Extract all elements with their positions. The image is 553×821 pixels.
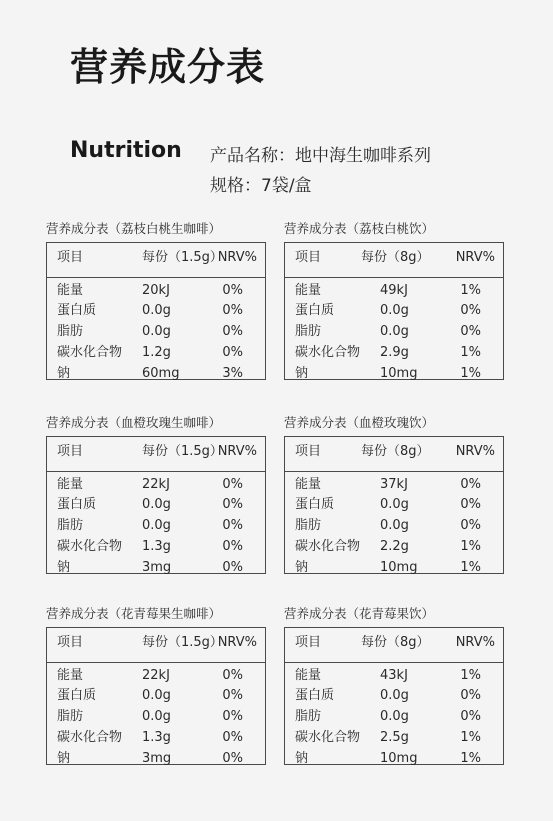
table-header-cell: NRV% bbox=[217, 444, 257, 459]
table-cell: 10mg bbox=[380, 366, 418, 381]
table-cell: 钠 bbox=[57, 366, 71, 381]
table-cell: 0% bbox=[222, 518, 243, 533]
table-cell: 1% bbox=[460, 730, 481, 745]
table-cell: 能量 bbox=[295, 668, 322, 683]
table-header-cell: NRV% bbox=[217, 635, 257, 650]
table-cell: 碳水化合物 bbox=[57, 345, 123, 360]
table-header-cell: 项目 bbox=[295, 635, 322, 650]
table-cell: 0.0g bbox=[142, 324, 171, 339]
table-cell: 0.0g bbox=[142, 709, 171, 724]
table-cell: 1% bbox=[460, 283, 481, 298]
nutrition-panel bbox=[284, 416, 506, 574]
table-row bbox=[47, 749, 265, 769]
table-header-row bbox=[285, 442, 503, 462]
table-cell: 能量 bbox=[57, 283, 84, 298]
nutrition-table bbox=[46, 627, 266, 765]
table-cell: 1% bbox=[460, 560, 481, 575]
table-cell: 22kJ bbox=[142, 668, 170, 683]
table-cell: 0% bbox=[460, 324, 481, 339]
table-cell: 0% bbox=[222, 751, 243, 766]
table-header-row bbox=[47, 633, 265, 653]
table-cell: 碳水化合物 bbox=[57, 539, 123, 554]
nutrition-table bbox=[46, 242, 266, 380]
table-row bbox=[285, 728, 503, 748]
table-header-cell: 项目 bbox=[57, 635, 84, 650]
table-row bbox=[47, 364, 265, 384]
table-cell: 2.9g bbox=[380, 345, 409, 360]
table-cell: 0% bbox=[222, 303, 243, 318]
table-cell: 0.0g bbox=[380, 303, 409, 318]
table-row bbox=[47, 558, 265, 578]
table-cell: 0.0g bbox=[380, 688, 409, 703]
table-cell: 能量 bbox=[57, 668, 84, 683]
table-header-row bbox=[285, 248, 503, 268]
table-cell: 1% bbox=[460, 539, 481, 554]
table-row bbox=[285, 666, 503, 686]
table-row bbox=[47, 495, 265, 515]
table-cell: 3mg bbox=[142, 560, 172, 575]
table-cell: 1% bbox=[460, 668, 481, 683]
table-cell: 0.0g bbox=[380, 709, 409, 724]
table-header-cell: 项目 bbox=[295, 444, 322, 459]
table-header-cell: 每份（1.5g） bbox=[142, 444, 223, 459]
table-cell: 60mg bbox=[142, 366, 180, 381]
panel-caption: 营养成分表（荔枝白桃生咖啡） bbox=[46, 221, 222, 236]
table-cell: 0.0g bbox=[142, 518, 171, 533]
table-row bbox=[47, 343, 265, 363]
table-cell: 0% bbox=[460, 709, 481, 724]
table-cell: 0% bbox=[222, 477, 243, 492]
table-divider bbox=[47, 662, 265, 663]
table-cell: 脂肪 bbox=[295, 709, 322, 724]
table-header-cell: 每份（1.5g） bbox=[142, 250, 223, 265]
table-header-row bbox=[47, 248, 265, 268]
table-cell: 脂肪 bbox=[57, 324, 84, 339]
table-row bbox=[285, 322, 503, 342]
table-cell: 脂肪 bbox=[57, 518, 84, 533]
table-cell: 0% bbox=[222, 730, 243, 745]
table-cell: 0% bbox=[222, 709, 243, 724]
table-cell: 蛋白质 bbox=[57, 688, 97, 703]
table-row bbox=[47, 322, 265, 342]
panel-caption: 营养成分表（血橙玫瑰饮） bbox=[284, 415, 435, 430]
table-cell: 10mg bbox=[380, 751, 418, 766]
table-row bbox=[285, 301, 503, 321]
table-cell: 钠 bbox=[57, 751, 71, 766]
panel-caption: 营养成分表（花青莓果饮） bbox=[284, 606, 435, 621]
table-row bbox=[285, 558, 503, 578]
table-cell: 1.3g bbox=[142, 539, 171, 554]
panel-caption: 营养成分表（血橙玫瑰生咖啡） bbox=[46, 415, 222, 430]
table-cell: 0.0g bbox=[142, 688, 171, 703]
table-cell: 0% bbox=[460, 303, 481, 318]
table-row bbox=[47, 516, 265, 536]
table-header-row bbox=[285, 633, 503, 653]
table-row bbox=[285, 516, 503, 536]
nutrition-table bbox=[284, 242, 504, 380]
table-row bbox=[47, 301, 265, 321]
table-row bbox=[285, 749, 503, 769]
table-divider bbox=[47, 471, 265, 472]
table-header-cell: NRV% bbox=[217, 250, 257, 265]
table-row bbox=[47, 707, 265, 727]
table-cell: 能量 bbox=[295, 477, 322, 492]
table-cell: 0% bbox=[460, 688, 481, 703]
product-info bbox=[210, 141, 431, 201]
table-cell: 0% bbox=[460, 518, 481, 533]
table-cell: 0% bbox=[222, 668, 243, 683]
table-cell: 1% bbox=[460, 345, 481, 360]
table-cell: 22kJ bbox=[142, 477, 170, 492]
table-row bbox=[285, 707, 503, 727]
table-cell: 钠 bbox=[295, 560, 309, 575]
nutrition-table bbox=[46, 436, 266, 574]
table-cell: 0% bbox=[222, 324, 243, 339]
nutrition-table bbox=[284, 627, 504, 765]
table-cell: 0% bbox=[222, 539, 243, 554]
table-cell: 碳水化合物 bbox=[295, 345, 361, 360]
table-cell: 能量 bbox=[295, 283, 322, 298]
panel-caption: 营养成分表（荔枝白桃饮） bbox=[284, 221, 435, 236]
table-cell: 蛋白质 bbox=[295, 688, 335, 703]
table-header-cell: 每份（8g） bbox=[361, 635, 430, 650]
table-row bbox=[285, 343, 503, 363]
product-spec: 规格：7袋/盒 bbox=[210, 176, 312, 196]
table-cell: 0.0g bbox=[380, 518, 409, 533]
table-row bbox=[285, 686, 503, 706]
table-header-cell: NRV% bbox=[455, 444, 495, 459]
page-title: 营养成分表 bbox=[70, 45, 266, 89]
table-cell: 1.3g bbox=[142, 730, 171, 745]
nutrition-panel bbox=[46, 222, 268, 380]
table-row bbox=[285, 537, 503, 557]
table-cell: 脂肪 bbox=[295, 324, 322, 339]
table-row bbox=[285, 281, 503, 301]
table-cell: 0% bbox=[222, 497, 243, 512]
table-header-row bbox=[47, 442, 265, 462]
table-cell: 0.0g bbox=[380, 324, 409, 339]
table-header-cell: 每份（1.5g） bbox=[142, 635, 223, 650]
table-row bbox=[285, 495, 503, 515]
table-cell: 钠 bbox=[295, 366, 309, 381]
table-cell: 碳水化合物 bbox=[295, 539, 361, 554]
table-cell: 蛋白质 bbox=[57, 497, 97, 512]
table-header-cell: 项目 bbox=[57, 250, 84, 265]
table-cell: 蛋白质 bbox=[295, 303, 335, 318]
table-header-cell: 项目 bbox=[57, 444, 84, 459]
table-header-cell: 每份（8g） bbox=[361, 444, 430, 459]
table-cell: 脂肪 bbox=[295, 518, 322, 533]
table-cell: 0% bbox=[222, 560, 243, 575]
table-cell: 1.2g bbox=[142, 345, 171, 360]
nutrition-heading: Nutrition bbox=[70, 138, 182, 163]
table-cell: 1% bbox=[460, 366, 481, 381]
table-cell: 钠 bbox=[295, 751, 309, 766]
table-row bbox=[285, 364, 503, 384]
table-row bbox=[47, 686, 265, 706]
table-cell: 2.5g bbox=[380, 730, 409, 745]
table-cell: 0.0g bbox=[142, 303, 171, 318]
table-header-cell: NRV% bbox=[455, 250, 495, 265]
table-divider bbox=[285, 277, 503, 278]
nutrition-panel bbox=[284, 607, 506, 765]
table-cell: 钠 bbox=[57, 560, 71, 575]
table-cell: 3mg bbox=[142, 751, 172, 766]
panel-caption: 营养成分表（花青莓果生咖啡） bbox=[46, 606, 222, 621]
table-row bbox=[47, 281, 265, 301]
nutrition-panel bbox=[46, 607, 268, 765]
table-cell: 0% bbox=[460, 497, 481, 512]
table-header-cell: 项目 bbox=[295, 250, 322, 265]
table-cell: 1% bbox=[460, 751, 481, 766]
table-cell: 能量 bbox=[57, 477, 84, 492]
table-cell: 脂肪 bbox=[57, 709, 84, 724]
table-cell: 0% bbox=[222, 688, 243, 703]
table-cell: 蛋白质 bbox=[295, 497, 335, 512]
table-divider bbox=[285, 662, 503, 663]
table-cell: 0% bbox=[460, 477, 481, 492]
nutrition-panel bbox=[284, 222, 506, 380]
nutrition-table bbox=[284, 436, 504, 574]
table-cell: 10mg bbox=[380, 560, 418, 575]
table-row bbox=[47, 475, 265, 495]
table-cell: 20kJ bbox=[142, 283, 170, 298]
table-cell: 蛋白质 bbox=[57, 303, 97, 318]
table-cell: 3% bbox=[222, 366, 243, 381]
table-cell: 碳水化合物 bbox=[295, 730, 361, 745]
table-divider bbox=[285, 471, 503, 472]
table-cell: 2.2g bbox=[380, 539, 409, 554]
table-cell: 碳水化合物 bbox=[57, 730, 123, 745]
table-cell: 0.0g bbox=[142, 497, 171, 512]
table-cell: 0.0g bbox=[380, 497, 409, 512]
table-header-cell: NRV% bbox=[455, 635, 495, 650]
table-row bbox=[47, 728, 265, 748]
table-row bbox=[47, 537, 265, 557]
product-name: 产品名称：地中海生咖啡系列 bbox=[210, 146, 431, 166]
table-cell: 37kJ bbox=[380, 477, 408, 492]
table-cell: 0% bbox=[222, 283, 243, 298]
table-divider bbox=[47, 277, 265, 278]
table-row bbox=[285, 475, 503, 495]
table-header-cell: 每份（8g） bbox=[361, 250, 430, 265]
table-cell: 43kJ bbox=[380, 668, 408, 683]
table-cell: 0% bbox=[222, 345, 243, 360]
table-cell: 49kJ bbox=[380, 283, 408, 298]
table-row bbox=[47, 666, 265, 686]
nutrition-panel bbox=[46, 416, 268, 574]
